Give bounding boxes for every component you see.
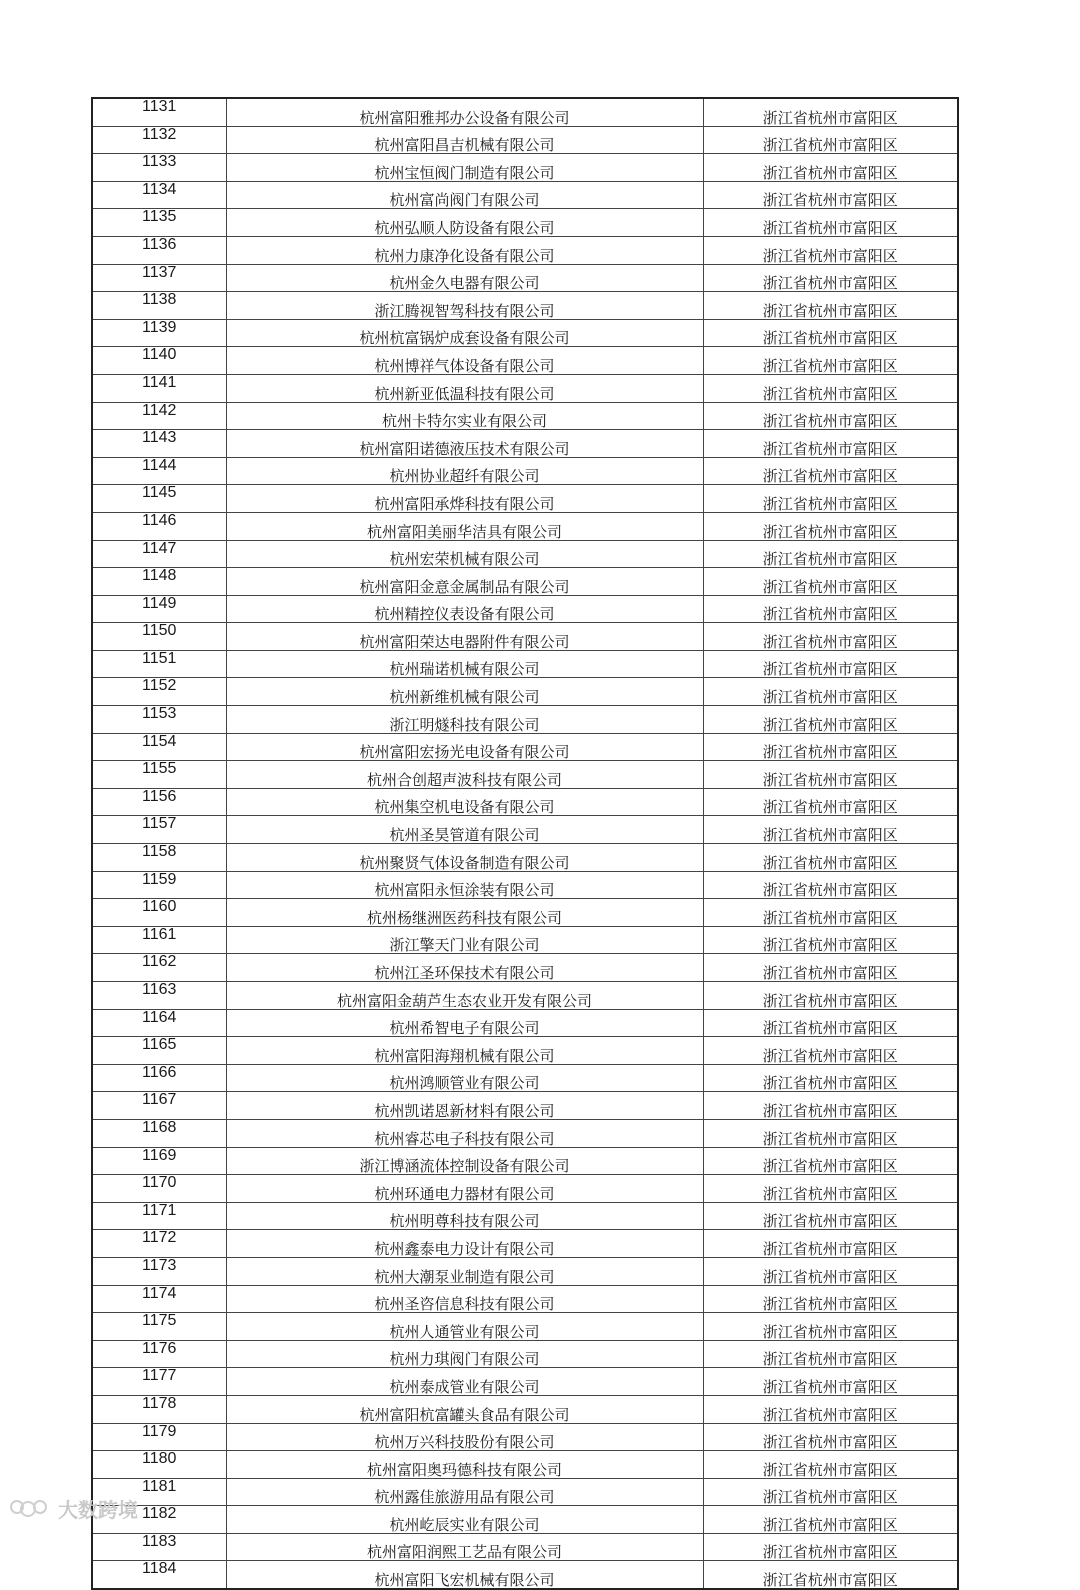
watermark-text: 大数跨境 <box>58 1497 138 1522</box>
table-row <box>92 1202 958 1230</box>
region-cell: 浙江省杭州市富阳区 <box>703 568 958 596</box>
region-cell: 浙江省杭州市富阳区 <box>703 761 958 789</box>
region-cell: 浙江省杭州市富阳区 <box>703 1340 958 1368</box>
row-number-cell: 1142 <box>92 402 226 430</box>
region-cell: 浙江省杭州市富阳区 <box>703 733 958 761</box>
region-cell: 浙江省杭州市富阳区 <box>703 650 958 678</box>
row-number-cell: 1152 <box>92 678 226 706</box>
region-cell: 浙江省杭州市富阳区 <box>703 98 958 126</box>
table-row <box>92 788 958 816</box>
row-number-cell: 1171 <box>92 1202 226 1230</box>
company-name-cell: 杭州合创超声波科技有限公司 <box>226 761 703 789</box>
table-row <box>92 650 958 678</box>
row-number-cell: 1143 <box>92 430 226 458</box>
company-name-cell: 杭州集空机电设备有限公司 <box>226 788 703 816</box>
region-cell: 浙江省杭州市富阳区 <box>703 926 958 954</box>
company-list-table <box>91 97 959 1590</box>
table-row <box>92 1478 958 1506</box>
table-row <box>92 540 958 568</box>
region-cell: 浙江省杭州市富阳区 <box>703 1423 958 1451</box>
region-cell: 浙江省杭州市富阳区 <box>703 678 958 706</box>
region-cell: 浙江省杭州市富阳区 <box>703 1368 958 1396</box>
row-number-cell: 1133 <box>92 154 226 182</box>
table-row <box>92 1561 958 1589</box>
company-name-cell: 浙江博涵流体控制设备有限公司 <box>226 1147 703 1175</box>
row-number-cell: 1170 <box>92 1175 226 1203</box>
table-row <box>92 1009 958 1037</box>
region-cell: 浙江省杭州市富阳区 <box>703 1561 958 1589</box>
company-name-cell: 杭州人通管业有限公司 <box>226 1313 703 1341</box>
region-cell: 浙江省杭州市富阳区 <box>703 1313 958 1341</box>
company-name-cell: 杭州富阳美丽华洁具有限公司 <box>226 512 703 540</box>
company-name-cell: 杭州希智电子有限公司 <box>226 1009 703 1037</box>
row-number-cell: 1167 <box>92 1092 226 1120</box>
company-name-cell: 杭州弘顺人防设备有限公司 <box>226 209 703 237</box>
table-row <box>92 871 958 899</box>
table-row <box>92 1423 958 1451</box>
company-name-cell: 杭州环通电力器材有限公司 <box>226 1175 703 1203</box>
table-row <box>92 374 958 402</box>
company-name-cell: 杭州力康净化设备有限公司 <box>226 236 703 264</box>
region-cell: 浙江省杭州市富阳区 <box>703 236 958 264</box>
row-number-cell: 1157 <box>92 816 226 844</box>
row-number-cell: 1158 <box>92 844 226 872</box>
table-row <box>92 181 958 209</box>
row-number-cell: 1175 <box>92 1313 226 1341</box>
company-name-cell: 杭州富阳宏扬光电设备有限公司 <box>226 733 703 761</box>
row-number-cell: 1178 <box>92 1395 226 1423</box>
region-cell: 浙江省杭州市富阳区 <box>703 430 958 458</box>
company-name-cell: 杭州富阳诺德液压技术有限公司 <box>226 430 703 458</box>
table-row <box>92 98 958 126</box>
table-row <box>92 347 958 375</box>
region-cell: 浙江省杭州市富阳区 <box>703 512 958 540</box>
row-number-cell: 1160 <box>92 899 226 927</box>
row-number-cell: 1134 <box>92 181 226 209</box>
company-name-cell: 杭州卡特尔实业有限公司 <box>226 402 703 430</box>
region-cell: 浙江省杭州市富阳区 <box>703 374 958 402</box>
company-name-cell: 杭州鸿顺管业有限公司 <box>226 1064 703 1092</box>
company-name-cell: 浙江擎天门业有限公司 <box>226 926 703 954</box>
row-number-cell: 1138 <box>92 292 226 320</box>
company-name-cell: 杭州万兴科技股份有限公司 <box>226 1423 703 1451</box>
company-name-cell: 杭州富阳昌吉机械有限公司 <box>226 126 703 154</box>
table-row <box>92 1340 958 1368</box>
row-number-cell: 1144 <box>92 457 226 485</box>
region-cell: 浙江省杭州市富阳区 <box>703 1175 958 1203</box>
row-number-cell: 1163 <box>92 982 226 1010</box>
table-row <box>92 1175 958 1203</box>
region-cell: 浙江省杭州市富阳区 <box>703 1506 958 1534</box>
company-name-cell: 杭州金久电器有限公司 <box>226 264 703 292</box>
company-name-cell: 杭州协业超纤有限公司 <box>226 457 703 485</box>
row-number-cell: 1165 <box>92 1037 226 1065</box>
region-cell: 浙江省杭州市富阳区 <box>703 871 958 899</box>
region-cell: 浙江省杭州市富阳区 <box>703 1230 958 1258</box>
table-row <box>92 706 958 734</box>
row-number-cell: 1149 <box>92 595 226 623</box>
region-cell: 浙江省杭州市富阳区 <box>703 209 958 237</box>
table-row <box>92 623 958 651</box>
company-name-cell: 杭州富尚阀门有限公司 <box>226 181 703 209</box>
table-row <box>92 236 958 264</box>
table-row <box>92 1506 958 1534</box>
table-body <box>92 98 958 1589</box>
region-cell: 浙江省杭州市富阳区 <box>703 1533 958 1561</box>
row-number-cell: 1141 <box>92 374 226 402</box>
company-name-cell: 杭州富阳荣达电器附件有限公司 <box>226 623 703 651</box>
company-name-cell: 杭州鑫泰电力设计有限公司 <box>226 1230 703 1258</box>
row-number-cell: 1181 <box>92 1478 226 1506</box>
company-name-cell: 杭州新亚低温科技有限公司 <box>226 374 703 402</box>
region-cell: 浙江省杭州市富阳区 <box>703 1257 958 1285</box>
company-name-cell: 杭州新维机械有限公司 <box>226 678 703 706</box>
company-name-cell: 杭州杭富锅炉成套设备有限公司 <box>226 319 703 347</box>
table-row <box>92 1092 958 1120</box>
region-cell: 浙江省杭州市富阳区 <box>703 1202 958 1230</box>
region-cell: 浙江省杭州市富阳区 <box>703 1037 958 1065</box>
table-row <box>92 1147 958 1175</box>
region-cell: 浙江省杭州市富阳区 <box>703 457 958 485</box>
company-name-cell: 杭州富阳金意金属制品有限公司 <box>226 568 703 596</box>
table-row <box>92 1037 958 1065</box>
company-name-cell: 浙江腾视智驾科技有限公司 <box>226 292 703 320</box>
row-number-cell: 1168 <box>92 1119 226 1147</box>
row-number-cell: 1139 <box>92 319 226 347</box>
row-number-cell: 1137 <box>92 264 226 292</box>
row-number-cell: 1153 <box>92 706 226 734</box>
table-row <box>92 292 958 320</box>
region-cell: 浙江省杭州市富阳区 <box>703 1064 958 1092</box>
region-cell: 浙江省杭州市富阳区 <box>703 347 958 375</box>
company-name-cell: 杭州凯诺恩新材料有限公司 <box>226 1092 703 1120</box>
table-row <box>92 154 958 182</box>
row-number-cell: 1146 <box>92 512 226 540</box>
table-row <box>92 485 958 513</box>
row-number-cell: 1145 <box>92 485 226 513</box>
table-row <box>92 1368 958 1396</box>
company-name-cell: 杭州圣昊管道有限公司 <box>226 816 703 844</box>
row-number-cell: 1132 <box>92 126 226 154</box>
company-name-cell: 浙江明燧科技有限公司 <box>226 706 703 734</box>
table-row <box>92 926 958 954</box>
row-number-cell: 1164 <box>92 1009 226 1037</box>
region-cell: 浙江省杭州市富阳区 <box>703 1478 958 1506</box>
company-name-cell: 杭州大潮泵业制造有限公司 <box>226 1257 703 1285</box>
region-cell: 浙江省杭州市富阳区 <box>703 319 958 347</box>
table-row <box>92 402 958 430</box>
region-cell: 浙江省杭州市富阳区 <box>703 982 958 1010</box>
brand-logo-icon <box>8 1495 52 1521</box>
company-name-cell: 杭州富阳润熙工艺品有限公司 <box>226 1533 703 1561</box>
region-cell: 浙江省杭州市富阳区 <box>703 1395 958 1423</box>
row-number-cell: 1174 <box>92 1285 226 1313</box>
row-number-cell: 1162 <box>92 954 226 982</box>
company-name-cell: 杭州富阳飞宏机械有限公司 <box>226 1561 703 1589</box>
table-row <box>92 264 958 292</box>
company-name-cell: 杭州明尊科技有限公司 <box>226 1202 703 1230</box>
row-number-cell: 1131 <box>92 98 226 126</box>
row-number-cell: 1177 <box>92 1368 226 1396</box>
region-cell: 浙江省杭州市富阳区 <box>703 595 958 623</box>
table-row <box>92 1119 958 1147</box>
row-number-cell: 1182 <box>92 1506 226 1534</box>
table-row <box>92 761 958 789</box>
company-name-cell: 杭州杨继洲医药科技有限公司 <box>226 899 703 927</box>
row-number-cell: 1155 <box>92 761 226 789</box>
region-cell: 浙江省杭州市富阳区 <box>703 954 958 982</box>
row-number-cell: 1166 <box>92 1064 226 1092</box>
region-cell: 浙江省杭州市富阳区 <box>703 154 958 182</box>
table-row <box>92 844 958 872</box>
table-row <box>92 319 958 347</box>
region-cell: 浙江省杭州市富阳区 <box>703 788 958 816</box>
row-number-cell: 1154 <box>92 733 226 761</box>
region-cell: 浙江省杭州市富阳区 <box>703 1451 958 1479</box>
row-number-cell: 1136 <box>92 236 226 264</box>
company-name-cell: 杭州富阳杭富罐头食品有限公司 <box>226 1395 703 1423</box>
table-row <box>92 1285 958 1313</box>
table-row <box>92 1257 958 1285</box>
row-number-cell: 1169 <box>92 1147 226 1175</box>
region-cell: 浙江省杭州市富阳区 <box>703 1285 958 1313</box>
company-name-cell: 杭州富阳承烨科技有限公司 <box>226 485 703 513</box>
region-cell: 浙江省杭州市富阳区 <box>703 181 958 209</box>
region-cell: 浙江省杭州市富阳区 <box>703 1119 958 1147</box>
row-number-cell: 1140 <box>92 347 226 375</box>
company-name-cell: 杭州富阳海翔机械有限公司 <box>226 1037 703 1065</box>
company-name-cell: 杭州宝恒阀门制造有限公司 <box>226 154 703 182</box>
row-number-cell: 1161 <box>92 926 226 954</box>
region-cell: 浙江省杭州市富阳区 <box>703 485 958 513</box>
row-number-cell: 1156 <box>92 788 226 816</box>
row-number-cell: 1135 <box>92 209 226 237</box>
company-name-cell: 杭州力琪阀门有限公司 <box>226 1340 703 1368</box>
table-row <box>92 899 958 927</box>
table-row <box>92 568 958 596</box>
table-row <box>92 209 958 237</box>
company-name-cell: 杭州瑞诺机械有限公司 <box>226 650 703 678</box>
table-row <box>92 457 958 485</box>
table-row <box>92 430 958 458</box>
company-name-cell: 杭州富阳金葫芦生态农业开发有限公司 <box>226 982 703 1010</box>
table-row <box>92 595 958 623</box>
table-row <box>92 512 958 540</box>
row-number-cell: 1173 <box>92 1257 226 1285</box>
table-row <box>92 733 958 761</box>
region-cell: 浙江省杭州市富阳区 <box>703 899 958 927</box>
row-number-cell: 1183 <box>92 1533 226 1561</box>
company-name-cell: 杭州泰成管业有限公司 <box>226 1368 703 1396</box>
table-row <box>92 1313 958 1341</box>
region-cell: 浙江省杭州市富阳区 <box>703 706 958 734</box>
row-number-cell: 1179 <box>92 1423 226 1451</box>
table-row <box>92 1533 958 1561</box>
table-row <box>92 816 958 844</box>
region-cell: 浙江省杭州市富阳区 <box>703 1009 958 1037</box>
table-row <box>92 126 958 154</box>
company-name-cell: 杭州精控仪表设备有限公司 <box>226 595 703 623</box>
row-number-cell: 1159 <box>92 871 226 899</box>
table-row <box>92 1230 958 1258</box>
company-name-cell: 杭州富阳雅邦办公设备有限公司 <box>226 98 703 126</box>
company-name-cell: 杭州宏荣机械有限公司 <box>226 540 703 568</box>
table-row <box>92 678 958 706</box>
table-row <box>92 982 958 1010</box>
table-row <box>92 954 958 982</box>
company-name-cell: 杭州富阳永恒涂装有限公司 <box>226 871 703 899</box>
row-number-cell: 1172 <box>92 1230 226 1258</box>
region-cell: 浙江省杭州市富阳区 <box>703 402 958 430</box>
region-cell: 浙江省杭州市富阳区 <box>703 844 958 872</box>
company-name-cell: 杭州露佳旅游用品有限公司 <box>226 1478 703 1506</box>
watermark <box>8 1494 138 1522</box>
row-number-cell: 1147 <box>92 540 226 568</box>
company-name-cell: 杭州睿芯电子科技有限公司 <box>226 1119 703 1147</box>
row-number-cell: 1184 <box>92 1561 226 1589</box>
row-number-cell: 1150 <box>92 623 226 651</box>
region-cell: 浙江省杭州市富阳区 <box>703 126 958 154</box>
row-number-cell: 1148 <box>92 568 226 596</box>
table-row <box>92 1451 958 1479</box>
region-cell: 浙江省杭州市富阳区 <box>703 540 958 568</box>
region-cell: 浙江省杭州市富阳区 <box>703 623 958 651</box>
table-row <box>92 1395 958 1423</box>
region-cell: 浙江省杭州市富阳区 <box>703 292 958 320</box>
company-name-cell: 杭州圣咨信息科技有限公司 <box>226 1285 703 1313</box>
row-number-cell: 1180 <box>92 1451 226 1479</box>
company-name-cell: 杭州富阳奥玛德科技有限公司 <box>226 1451 703 1479</box>
company-name-cell: 杭州屹辰实业有限公司 <box>226 1506 703 1534</box>
region-cell: 浙江省杭州市富阳区 <box>703 1092 958 1120</box>
row-number-cell: 1176 <box>92 1340 226 1368</box>
company-name-cell: 杭州博祥气体设备有限公司 <box>226 347 703 375</box>
company-name-cell: 杭州聚贤气体设备制造有限公司 <box>226 844 703 872</box>
region-cell: 浙江省杭州市富阳区 <box>703 816 958 844</box>
region-cell: 浙江省杭州市富阳区 <box>703 1147 958 1175</box>
row-number-cell: 1151 <box>92 650 226 678</box>
table-row <box>92 1064 958 1092</box>
company-name-cell: 杭州江圣环保技术有限公司 <box>226 954 703 982</box>
region-cell: 浙江省杭州市富阳区 <box>703 264 958 292</box>
